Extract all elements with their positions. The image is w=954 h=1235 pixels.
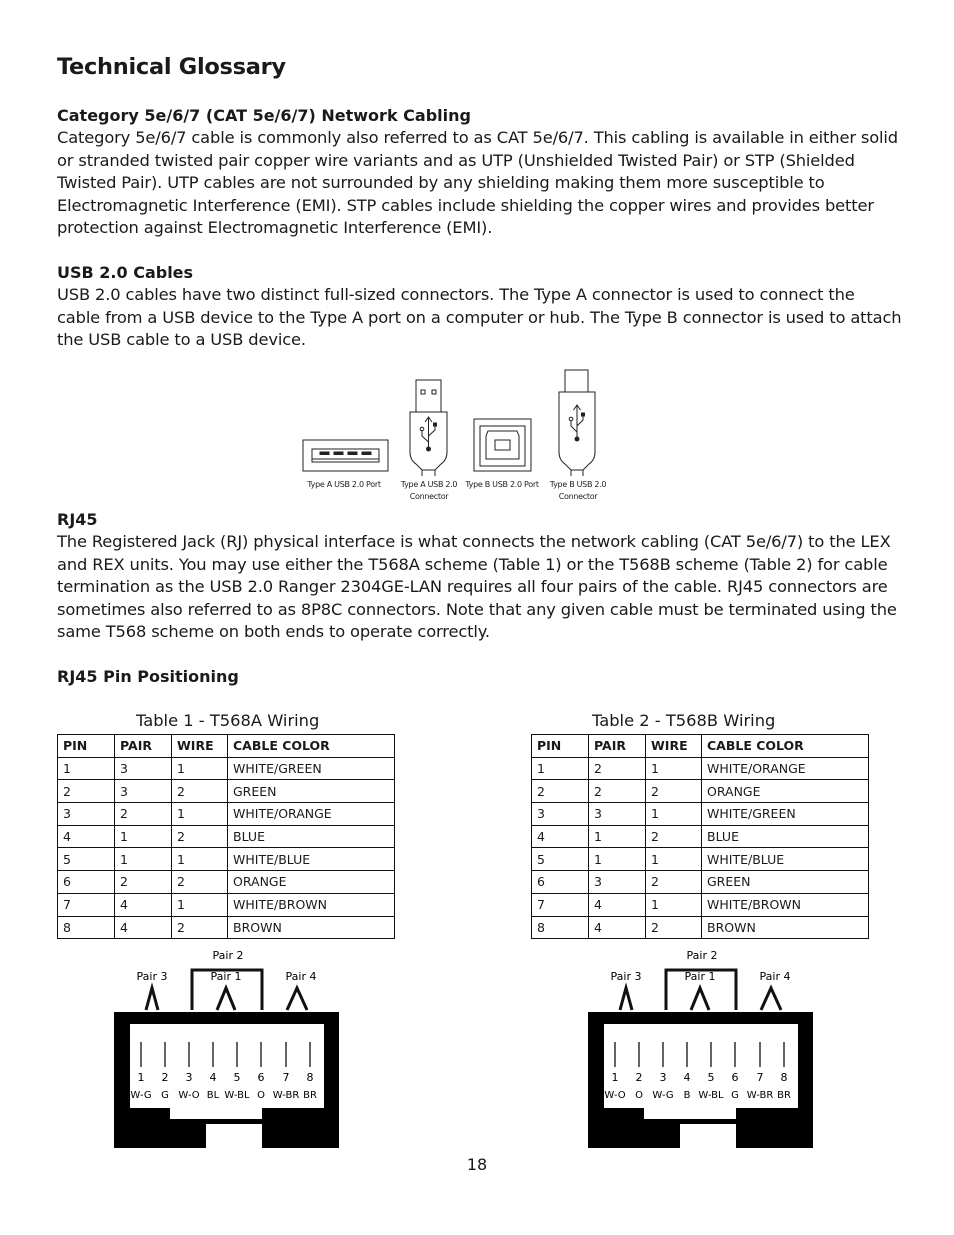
column-header-wire: WIRE [646,735,702,758]
usb-type-b-connector-drawing [559,370,595,476]
column-header-pin: PIN [532,735,589,758]
usb-cables-paragraph: USB 2.0 cables have two distinct full-sized connectors. The Type A connector is used to connect the cable from a USB device to the Type A port on a computer or hub. The Type B connector is used to attach the USB cable to a USB device. [57,285,902,350]
table-header-row [58,735,395,758]
rj45-jack-diagram-t568b [586,946,816,1152]
wire-cell: 2 [172,825,228,848]
cable-color-cell: WHITE/BROWN [228,893,395,916]
wire-cell: 2 [172,780,228,803]
wire-color-label: BR [777,1090,791,1101]
caption-line: Type A USB 2.0 [400,480,458,489]
cable-color-cell: WHITE/BROWN [702,893,869,916]
wire-cell: 2 [172,916,228,939]
wire-color-label: G [731,1090,739,1101]
pin-number: 3 [659,1071,667,1084]
pair1-wire-bracket [691,988,709,1010]
pair4-wire-bracket [287,988,307,1010]
pair3-wire-bracket [146,988,158,1010]
caption-type-a-port: Type A USB 2.0 Port [307,480,381,489]
table-row [532,848,869,871]
cable-color-cell: BLUE [228,825,395,848]
pin-cell: 7 [532,893,589,916]
wire-color-label: W-BR [746,1090,774,1101]
pin-number: 8 [780,1071,788,1084]
pair-cell: 3 [115,780,172,803]
pin-cell: 5 [58,848,115,871]
usb-type-a-port-drawing [303,440,388,471]
cable-color-cell: GREEN [228,780,395,803]
wire-cell: 2 [646,871,702,894]
column-header-pin: PIN [58,735,115,758]
cable-color-cell: ORANGE [228,871,395,894]
pin-cell: 1 [58,757,115,780]
table-row [532,893,869,916]
caption-type-b-port: Type B USB 2.0 Port [465,480,539,489]
wire-color-label: BL [206,1090,220,1101]
cable-color-cell: BLUE [702,825,869,848]
pin-cell: 3 [58,803,115,826]
cat-cabling-heading: Category 5e/6/7 (CAT 5e/6/7) Network Cabling [57,106,471,125]
pair3-wire-bracket [620,988,632,1010]
pair-cell: 1 [589,848,646,871]
cable-color-cell: BROWN [702,916,869,939]
cable-color-cell: WHITE/GREEN [228,757,395,780]
table-row [58,848,395,871]
pair-cell: 3 [589,871,646,894]
usb-cables-heading: USB 2.0 Cables [57,263,194,282]
wire-color-label: W-G [130,1090,152,1101]
wire-cell: 2 [646,916,702,939]
pin-cell: 4 [58,825,115,848]
cable-color-cell: GREEN [702,871,869,894]
wire-color-label: W-O [178,1090,200,1101]
table-row [58,825,395,848]
pin-cell: 1 [532,757,589,780]
column-header-cable-color: CABLE COLOR [702,735,869,758]
wire-color-label: W-G [652,1090,674,1101]
pair1-label: Pair 1 [210,970,242,983]
pair4-wire-bracket [761,988,781,1010]
wire-cell: 1 [646,893,702,916]
pin-positioning-heading: RJ45 Pin Positioning [57,667,239,686]
cable-color-cell: BROWN [228,916,395,939]
table-row [58,893,395,916]
pair3-label: Pair 3 [136,970,168,983]
wire-cell: 1 [172,757,228,780]
table1-title: Table 1 - T568A Wiring [136,711,320,730]
pin-number: 5 [233,1071,241,1084]
wire-cell: 1 [172,803,228,826]
wire-color-label: B [683,1090,691,1101]
cable-color-cell: WHITE/BLUE [702,848,869,871]
pin-cell: 3 [532,803,589,826]
table-row [532,825,869,848]
caption-type-b-connector [543,479,613,503]
pair4-label: Pair 4 [759,970,791,983]
wire-cell: 2 [646,780,702,803]
rj45-paragraph: The Registered Jack (RJ) physical interface is what connects the network cabling (CAT 5e/6/7) to the LEX and REX units. You may use either the T568A scheme (Table 1) or the T568B scheme (Table 2) for cable termination as the USB 2.0 Ranger 2304GE-LAN requires all four pairs of the cable. RJ45 connectors are sometimes also referred to as 8P8C connectors. Note that any given cable must be terminated using the same T568 scheme on both ends to operate correctly. [57,532,897,642]
pair1-wire-bracket [217,988,235,1010]
wire-color-label: O [635,1090,643,1101]
table1-body [58,757,395,939]
pair2-label: Pair 2 [686,949,718,962]
caption-line: Connector [409,492,449,501]
pin-number: 1 [137,1071,145,1084]
cable-color-cell: WHITE/GREEN [702,803,869,826]
pin-number: 6 [257,1071,265,1084]
rj45-jack-diagram-t568a [112,946,342,1152]
pair-cell: 1 [115,825,172,848]
pair-cell: 1 [115,848,172,871]
jack-latch-opening [170,1108,262,1119]
cable-color-cell: WHITE/ORANGE [228,803,395,826]
wire-cell: 2 [646,825,702,848]
wire-color-label: W-O [604,1090,626,1101]
pin-cell: 8 [532,916,589,939]
pin-number: 3 [185,1071,193,1084]
pin-number: 8 [306,1071,314,1084]
wire-color-label: BR [303,1090,317,1101]
pin-number: 4 [683,1071,691,1084]
table-row [532,916,869,939]
usb-connector-illustrations [295,366,615,476]
pin-cell: 6 [532,871,589,894]
pair-cell: 2 [589,780,646,803]
table-row [58,871,395,894]
pin-number: 6 [731,1071,739,1084]
caption-line: Type B USB 2.0 [549,480,607,489]
usb-type-b-port-drawing [474,419,531,471]
table-row [58,780,395,803]
pair4-label: Pair 4 [285,970,317,983]
table-row [532,871,869,894]
table-header-row [532,735,869,758]
pair1-label: Pair 1 [684,970,716,983]
pair-cell: 4 [115,916,172,939]
pair-cell: 4 [115,893,172,916]
wire-color-label: W-BR [272,1090,300,1101]
pin-cell: 6 [58,871,115,894]
pair-cell: 2 [589,757,646,780]
wire-cell: 1 [646,757,702,780]
cable-color-cell: WHITE/ORANGE [702,757,869,780]
wire-cell: 1 [646,848,702,871]
column-header-cable-color: CABLE COLOR [228,735,395,758]
pin-number: 2 [161,1071,169,1084]
wire-cell: 1 [646,803,702,826]
pin-number: 5 [707,1071,715,1084]
wire-color-label: O [257,1090,265,1101]
pin-number: 2 [635,1071,643,1084]
wire-cell: 1 [172,893,228,916]
pin-number: 7 [756,1071,764,1084]
table2-title: Table 2 - T568B Wiring [592,711,776,730]
page-number: 18 [466,1155,488,1174]
usb-type-a-connector-drawing [410,380,447,476]
pair-cell: 4 [589,916,646,939]
column-header-pair: PAIR [115,735,172,758]
column-header-wire: WIRE [172,735,228,758]
pin-cell: 7 [58,893,115,916]
wire-cell: 1 [172,848,228,871]
pin-cell: 2 [58,780,115,803]
pin-number: 7 [282,1071,290,1084]
pin-number: 1 [611,1071,619,1084]
page-title: Technical Glossary [57,54,286,80]
wire-color-label: G [161,1090,169,1101]
caption-line: Connector [558,492,598,501]
pair3-label: Pair 3 [610,970,642,983]
column-header-pair: PAIR [589,735,646,758]
jack-latch-opening [644,1108,736,1119]
pair-cell: 1 [589,825,646,848]
pair-cell: 3 [589,803,646,826]
pair-cell: 4 [589,893,646,916]
table-row [58,757,395,780]
cat-cabling-paragraph: Category 5e/6/7 cable is commonly also referred to as CAT 5e/6/7. This cabling is available in either solid or stranded twisted pair copper wire variants and as UTP (Unshielded Twisted Pair) or STP (Shielded Twisted Pair). UTP cables are not surrounded by any shielding making them more susceptible to Electromagnetic Interference (EMI). STP cables include shielding the copper wires and provides better protection against Electromagnetic Interference (EMI). [57,128,898,238]
table-row [58,803,395,826]
table-row [532,803,869,826]
pair2-label: Pair 2 [212,949,244,962]
wire-cell: 2 [172,871,228,894]
wire-color-label: W-BL [698,1090,724,1101]
table-row [532,780,869,803]
pin-cell: 2 [532,780,589,803]
table2-t568b-wiring [531,734,869,939]
table1-t568a-wiring [57,734,395,939]
pin-cell: 8 [58,916,115,939]
pair-cell: 2 [115,871,172,894]
pin-cell: 5 [532,848,589,871]
table2-body [532,757,869,939]
caption-type-a-connector [394,479,464,503]
cable-color-cell: ORANGE [702,780,869,803]
cable-color-cell: WHITE/BLUE [228,848,395,871]
table-row [58,916,395,939]
rj45-heading: RJ45 [57,510,98,529]
wire-color-label: W-BL [224,1090,250,1101]
pair-cell: 3 [115,757,172,780]
table-row [532,757,869,780]
pin-cell: 4 [532,825,589,848]
pair-cell: 2 [115,803,172,826]
pin-number: 4 [209,1071,217,1084]
